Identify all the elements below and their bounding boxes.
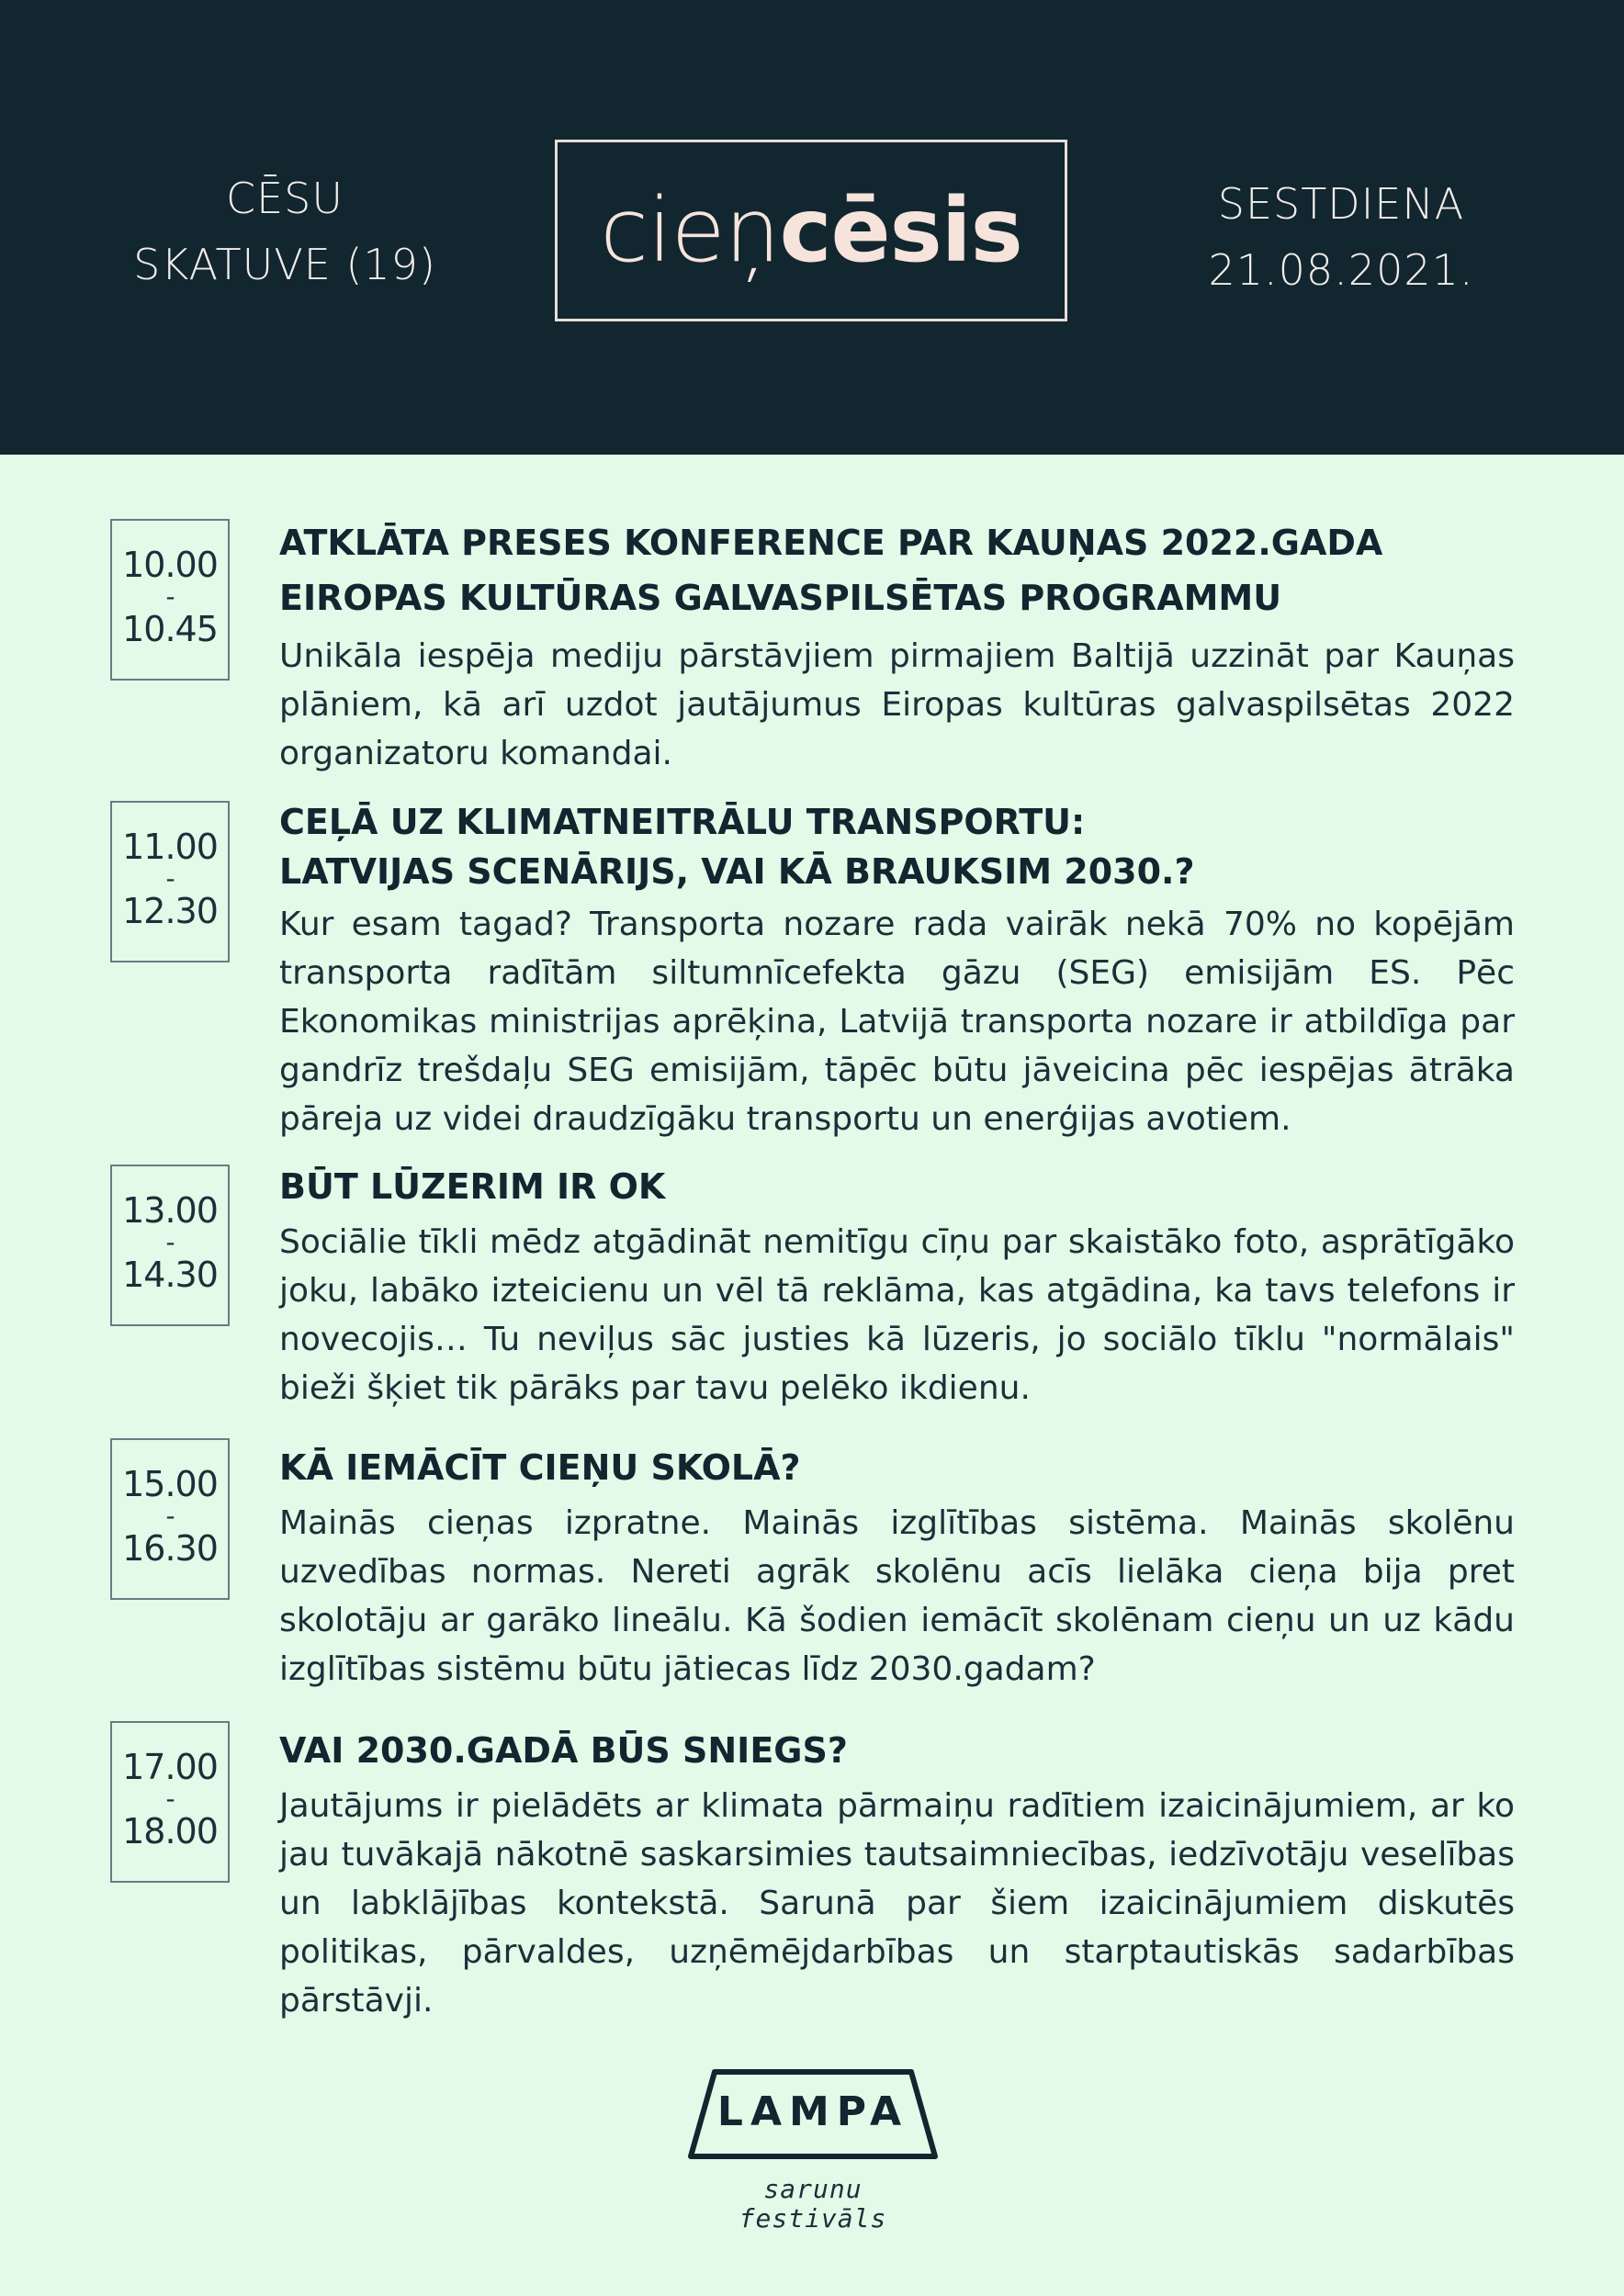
end-time: 10.45 [122, 609, 218, 649]
logo-light-part: cieņ [600, 179, 780, 282]
time-box [110, 1165, 230, 1326]
event-title [279, 797, 1519, 896]
start-time: 11.00 [122, 827, 218, 867]
event-description: Jautājums ir pielādēts ar klimata pārmaiņu radītiem izaicinājumiem, ar ko jau tuvākajā nākotnē saskarsimies tautsaimniecības, iedzīvotāju veselības un labklājības kontekstā. Sarunā par šiem izaicinājumiem diskutēs politikas, pārvaldes, uzņēmējdarbības un starptautiskās sadarbības pārstāvji. [279, 1787, 1515, 2020]
venue-line-1: CĒSU [225, 174, 344, 223]
date: 21.08.2021. [1208, 245, 1474, 295]
lampa-wordmark: LAMPA [716, 2088, 909, 2135]
time-separator: - [165, 863, 175, 894]
time-box [110, 519, 230, 681]
event-title-line: EIROPAS KULTŪRAS GALVASPILSĒTAS PROGRAMMU [279, 578, 1282, 618]
event-title-line: CEĻĀ UZ KLIMATNEITRĀLU TRANSPORTU: [279, 802, 1086, 842]
subtitle-line-1: sarunu [763, 2174, 863, 2204]
event-title-line: KĀ IEMĀCĪT CIEŅU SKOLĀ? [279, 1447, 801, 1488]
date-label [1148, 171, 1534, 303]
time-separator: - [165, 1784, 175, 1814]
time-box [110, 1721, 230, 1883]
start-time: 15.00 [122, 1464, 218, 1504]
ciencesis-logo [555, 140, 1067, 321]
venue-label [92, 165, 478, 298]
event-title-line: BŪT LŪZERIM IR OK [279, 1166, 666, 1207]
event-description: Kur esam tagad? Transporta nozare rada vairāk nekā 70% no kopējām transporta radītām siltumnīcefekta gāzu (SEG) emisijām ES. Pēc Ekonomikas ministrijas aprēķina, Latvijā transporta nozare ir atbildīga par gandrīz trešdaļu SEG emisijām, tāpēc būtu jāveicina pēc iespējas ātrāka pāreja uz videi draudzīgāku transportu un enerģijas avotiem. [279, 906, 1515, 1138]
venue-line-2: SKATUVE (19) [133, 240, 436, 289]
end-time: 16.30 [122, 1528, 218, 1569]
event-description: Unikāla iespēja mediju pārstāvjiem pirmajiem Baltijā uzzināt par Kauņas plāniem, kā arī uzdot jautājumus Eiropas kultūras galvaspilsētas 2022 organizatoru komandai. [279, 637, 1515, 772]
weekday: SESTDIENA [1217, 179, 1465, 229]
start-time: 13.00 [122, 1190, 218, 1231]
start-time: 10.00 [122, 545, 218, 585]
event-title-line: LATVIJAS SCENĀRIJS, VAI KĀ BRAUKSIM 2030.? [279, 851, 1195, 892]
time-separator: - [165, 1227, 175, 1257]
logo-bold-part: cēsis [779, 179, 1022, 282]
time-box [110, 1438, 230, 1600]
start-time: 17.00 [122, 1747, 218, 1787]
event-title [279, 1440, 1519, 1495]
event-title-line: VAI 2030.GADĀ BŪS SNIEGS? [279, 1730, 848, 1771]
end-time: 12.30 [122, 891, 218, 931]
subtitle-line-2: festivāls [739, 2203, 887, 2234]
time-separator: - [165, 581, 175, 612]
end-time: 14.30 [122, 1255, 218, 1295]
lampa-logo [687, 2068, 939, 2160]
event-title-line: ATKLĀTA PRESES KONFERENCE PAR KAUŅAS 2022.GADA [279, 523, 1383, 563]
event-description: Mainās cieņas izpratne. Mainās izglītības sistēma. Mainās skolēnu uzvedības normas. Nereti agrāk skolēnu acīs lielāka cieņa bija pret skolotāju ar garāko lineālu. Kā šodien iemācīt skolēnam cieņu un uz kādu izglītības sistēmu būtu jātiecas līdz 2030.gadam? [279, 1504, 1515, 1688]
event-title [279, 515, 1519, 625]
event-title [279, 1159, 1519, 1214]
time-separator: - [165, 1501, 175, 1531]
event-title [279, 1723, 1519, 1778]
header-banner [0, 0, 1624, 455]
time-box [110, 801, 230, 962]
festival-subtitle [687, 2175, 939, 2234]
event-description: Sociālie tīkli mēdz atgādināt nemitīgu cīņu par skaistāko foto, asprātīgāko joku, labāko izteicienu un vēl tā reklāma, kas atgādina, ka tavs telefons ir novecojis… Tu neviļus sāc justies kā lūzeris, jo sociālo tīklu "normālais" bieži šķiet tik pārāks par tavu pelēko ikdienu. [279, 1223, 1515, 1407]
end-time: 18.00 [122, 1811, 218, 1851]
